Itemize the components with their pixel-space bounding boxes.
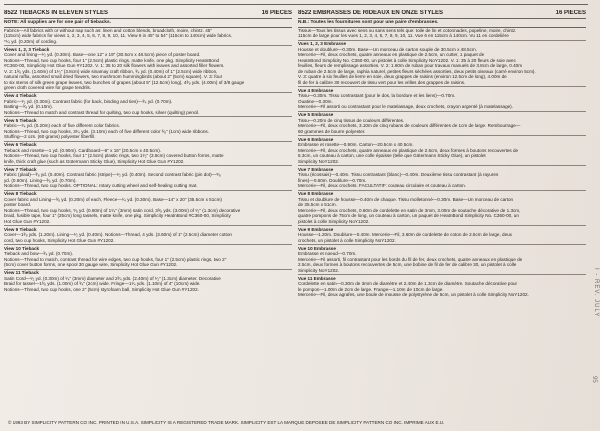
english-supply-list: [4, 28, 292, 293]
supply-line: natural raffia, assorted small dried flowers, two mushroom hummingbirds (about 2" (5cm) square). V. 3: four: [4, 74, 223, 79]
english-note: NOTE: All supplies are for one pair of tiebacks.: [4, 20, 292, 28]
supply-line: Mercerie—Fil, deux crochets, quatre anneaux en plastique de 2.5cm, deux formes à boutons recouvertes de: [298, 147, 519, 153]
supply-line: Notions—Thread, two cup hooks, four 1" (2.5cm) plastic rings, matte knife, one pkg. Simplicity HeatnBond: [4, 57, 220, 63]
supply-line: *¹⁄₄ yd. (0.20m) of cording.: [4, 38, 58, 44]
supply-line: Notions—Thread to match, contrast thread for wire edges, two cup hooks, four 1" (2.5cm) plastic rings, two 2": [4, 256, 227, 262]
supply-line: pistolet à colle Simplicity NoY1202.: [298, 218, 370, 224]
supply-line: 2.5cm, deux formes à boutons recouvertes de 5cm, une bobine de fil de fer de calibre 30, un pistolet à colle: [298, 262, 517, 267]
supply-line: Cordelette en satin—0.30m de 3mm de diamètre et 2.40m de 1.3cm de diamètre. Soutache décorative pour: [298, 281, 518, 286]
supply-line: Vue 5 Embrasse: [298, 111, 586, 118]
supply-line: Mercerie—Fil, deux crochets. FACULTATIF: couteau circulaire et couteau à carton.: [298, 183, 466, 188]
supply-line: Vue 7 Embrasse: [298, 165, 586, 172]
supply-line: Housse—1.20m. Doublure—0.40m. Mercerie—Fil, 3.60m de cordelette de coton de 2.5cm de large, deux: [298, 232, 512, 237]
supply-line: Tieback and rosette—1 yd. (0.90m). Cardboard—8" x 16" (20.5cm x 40.5cm).: [4, 147, 162, 153]
supply-line: cord, two cup hooks, Simplicity Hot Glue Gun #Y1202.: [4, 237, 115, 243]
supply-line: Tieback and bow—³⁄₄ yd. (0.70m).: [4, 251, 74, 256]
french-supply-list: [298, 28, 586, 298]
supply-line: View 7 Tieback: [4, 165, 292, 172]
supply-line: (115cm) wide fabrics for views 1, 2, 3, 4, 5, 6, 7, 8, 9, 10, 11. View 6 in 45" to 54" (115cm to 140cm) wide fabrics.: [4, 33, 233, 38]
french-title: 8522 EMBRASSES DE RIDEAUX EN ONZE STYLES: [298, 10, 444, 16]
supply-line: Notions—Thread, two cup hooks, 3¹⁄₄ yds. (3.10m) each of five different color ³⁄₈" (1cm) wide ribbons.: [4, 128, 209, 134]
supply-line: Tissu (écossais)—0.40m. Tissu contrastant (blanc)—0.40m. Deuxième tissu contrastant (à rayures: [298, 172, 499, 177]
top-rule: [4, 4, 588, 5]
supply-line: feuilles, fleurs de remplissage assorties. V. 2: 1.60m de ruban pour travaux manuels de 3.8cm de large, 0.40m: [298, 63, 523, 68]
french-pieces: 16 PIECES: [555, 10, 586, 16]
supply-line: knife, thick craft glue (such as Gütermann Sticky Glue), Simplicity Hot Glue Gun #Y1202.: [4, 158, 185, 164]
supply-line: Fabric—¹⁄₄ yd. (0.20m) each of five different color fabrics.: [4, 123, 120, 128]
supply-line: Fabrics—All fabrics with or without nap such as: linen and cotton blends, broadcloth, moire, chintz. 45": [4, 27, 212, 33]
supply-line: Notions—Thread, two cup hooks, four 1" (2.5cm) plastic rings, two 1¹⁄₂" (3.8cm) covered button forms, matte: [4, 153, 224, 158]
supply-line: de 35.5cm x 51cm.: [298, 202, 337, 207]
supply-line: poster board.: [4, 202, 32, 207]
supply-line: Mercerie—Fil, deux crochets, 0.60m de cordelette en satin de 3mm, 3.00m de soutache décorative de 1.3cm,: [298, 207, 521, 213]
supply-line: Vue 4 Embrasse: [298, 86, 586, 93]
supply-line: Fabric—¹⁄₂ yd. (0.30m). Contrast fabric (for back, binding and ties)—³⁄₄ yd. (0.70m).: [4, 98, 173, 104]
supply-line: View 9 Tieback: [4, 225, 292, 232]
revision-note: I - REV. JULY: [593, 268, 599, 318]
supply-line: HeatnBond Simplicity No. C360-00, un pistolet à colle Simplicity NoY1202. V. 1: 35 à 20 fleurs de soie avec: [298, 57, 516, 63]
supply-line: Fabric (plaid)—³⁄₈ yd. (0.40m). Contrast fabric (stripe)—¹⁄₂ yd. (0.40m). Second contrast fabric (pin dot)—⁵⁄₈: [4, 172, 221, 177]
supply-line: quatre pompons de 75cm de long, un couteau à carton, un paquet de HeatnBond Simplicity No. C360-00, un: [298, 213, 519, 218]
supply-line: View 4 Tieback: [4, 92, 292, 99]
supply-line: Vues 1, 2, 3 Embrasse: [298, 40, 586, 47]
supply-line: View 10 Tieback: [4, 244, 292, 251]
supply-line: Notions—Thread, two cup hooks. OPTIONAL: rotary cutting wheel and self-healing cutting mat.: [4, 183, 198, 188]
copyright-footer: © 1993 BY SIMPLICITY PATTERN CO INC. PRINTED IN U.S.A. SIMPLICITY IS A REGISTERED TRADE MARK. SIMPLICITY EST LA MARQUE DEPOSEE DE SIMPLICITY PATTERN CO INC. IMPRIME AUX E.U.: [8, 420, 445, 425]
supply-line: Satin Cord—¹⁄₂ yd. (0.30m) of ¹⁄₄" (3mm) diameter and 2³⁄₄ yds. (2.40m) of ¹⁄₂" (1.3cm) diameter. Decorative: [4, 275, 221, 281]
english-title: 8522 TIEBACKS IN ELEVEN STYLES: [4, 10, 109, 16]
supply-line: Tissu—0.20m de cinq tissus de couleurs différentes.: [298, 117, 405, 123]
supply-line: Cover fabric and Lining—³⁄₈ yd. (0.20m) of each, Fleece—¹⁄₄ yd. (0.30m). Base—14" x 20" (35.5cm x 51cm): [4, 196, 222, 202]
supply-line: fines)—0.60m. Doublure—0.70m.: [298, 177, 367, 183]
supply-line: View 11 Tieback: [4, 269, 292, 276]
supply-line: Cover and lining—¹⁄₂ yd. (0.30m). Base—one 12" x 19" (30.5cm x 48.5cm) piece of poster board.: [4, 52, 201, 57]
supply-line: Vue 6 Embrasse: [298, 135, 586, 142]
supply-line: V. 3: quatre à six feuilles de lierre en soie, deux grappes de raisins (environ 12.5cm de long), 4.00m de: [298, 74, 507, 79]
supply-line: crochets, un pistolet à colle Simplicity NoY1202.: [298, 237, 396, 243]
supply-line: de ruban de 2.5cm de large, raphia naturel, petites fleurs séchées assorties, deux petits oiseaux (carré environ 5cm).: [298, 68, 536, 74]
supply-line: Tissu—0.30m. Tissu contrastant (pour le dos, la bordure et les liens)—0.70m.: [298, 93, 456, 98]
supply-line: to six stems of silk green grape leaves, two bunches of grapes (about 5" (12.5cm) long), 4³⁄₈ yds. (4.00m) of 3/8 gauge: [4, 79, 245, 85]
english-pieces: 16 PIECES: [261, 10, 292, 16]
supply-line: yd. (0.60m). Lining—³⁄₈ yd. (0.70m).: [4, 177, 77, 183]
supply-line: Batting—³⁄₈ yd. (0.10m).: [4, 104, 53, 109]
supply-line: Notions—Thread, two cup hooks, ⁵⁄₈ yd. (0.60m) of 1¹⁄₄" (3mm) satin cord, 3³⁄₈ yds. (3.00m) of ¹⁄₂" (1.3cm) decorative: [4, 207, 241, 213]
supply-line: Stuffing—2 ozs. (60 grams) polyester fiberfill.: [4, 134, 96, 139]
french-header: [298, 10, 586, 19]
supply-line: Hot Glue Gun #Y1202.: [4, 218, 51, 224]
supply-line: Mercerie—Fil, deux crochets, 3.10m de cinq rubans de couleurs différentes de 1cm de large. Rembourrage—: [298, 123, 521, 128]
supply-line: 115cm de large pour les vues 1, 2, 3, 4, 5, 7, 8, 9, 10, 11. Vue 6 en 115cm à 140cm. Vu 11 en cordelière: [298, 33, 509, 38]
supply-line: Views 1, 2, 3 Tieback: [4, 45, 292, 52]
supply-line: 60 grammes de bourre polyester.: [298, 128, 366, 134]
supply-line: #C360-00, Simplicity Hot Glue Gun #Y1202. V. 1: 35 to 20 silk flowers with leaves and assorted filler flowers.: [4, 63, 225, 68]
supply-line: Vue 8 Embrasse: [298, 190, 586, 197]
supply-line: Embrasse et rosette—0.90m. Carton—20.5cm x 40.5cm.: [298, 142, 414, 147]
supply-line: V. 2: 1³⁄₈ yds. (1.60m) of 1¹⁄₂" (3.8cm) wide sinamay craft ribbon, ³⁄₄ yd. (0.40m) of 1" (2.5cm) wide ribbon,: [4, 68, 218, 74]
supply-line: Embrasse et noeud—0.70m.: [298, 251, 357, 256]
supply-line: Mercerie—Fil, deux agrafes, une boule de mousse de polystyrène de 5cm, un pistolet à colle Simplicity NoY1202.: [298, 292, 529, 297]
supply-line: Notions—Thread, two cup hooks, one 2" (5cm) styrofoam ball, Simplicity Hot Glue Gun #Y1202.: [4, 286, 199, 292]
english-header: [4, 10, 292, 19]
supply-line: View 8 Tieback: [4, 190, 292, 197]
supply-line: Mercerie—Fil assorti ou contrastant pour le matelassage, deux crochets, crayon argenté (à matelassage).: [298, 104, 513, 109]
supply-line: Simplicity NoY1202.: [298, 158, 340, 164]
french-note: N.B.: Toutes les fournitures sont pour une paire d'embrasses.: [298, 20, 586, 28]
supply-line: (5cm) cover button forms, one spool 30 gauge wire, Simplicity Hot Glue Gun #Y1202.: [4, 262, 178, 267]
supply-line: Vue 11 Embrasse: [298, 274, 586, 281]
french-column: [298, 10, 586, 410]
supply-line: Vue 9 Embrasse: [298, 225, 586, 232]
supply-line: Vue 10 Embrasse: [298, 244, 586, 251]
supply-line: Tissus—Tous les tissus avec sens ou sans sens tels que: toile de lin et cotonnades, popeline, moire, chintz.: [298, 27, 517, 33]
supply-line: 6.3cm, un couteau à carton, une colle épaisse (telle que Gütermann Sticky Glue), un pistolet: [298, 153, 486, 158]
supply-line: Cover—1³⁄₈ yds. (1.20m). Lining—¹⁄₂ yd. (0.40m). Notions—Thread, 4 yds. (3.60m) of 1" (2.5cm) diameter cotton: [4, 232, 232, 237]
supply-line: braid, fusible tape, four 1" (25cm) long tassels, matte knife, one pkg. Simplicity HeatnBond #C360-00, Simplicity: [4, 213, 231, 218]
supply-line: Simplicity NoY1202.: [298, 267, 340, 273]
side-number: 95: [591, 376, 597, 383]
supply-line: Mercerie—Fil, deux crochets, quatre anneaux en plastique de 2.5cm, un cutter, 1 paquet de: [298, 52, 485, 57]
supply-line: le pompon—1.00m de 2cm de large. Frange—1.10m de 10cm de large.: [298, 286, 444, 292]
supply-line: Ouatine—0.30m.: [298, 98, 333, 104]
english-column: [4, 10, 292, 410]
supply-line: View 5 Tieback: [4, 116, 292, 123]
supply-line: green cloth covered wire for grape tendrils.: [4, 85, 92, 90]
supply-line: Braid for tassel—1³⁄₈ yds. (1.00m) of ³⁄₄" (2cm) wide. Fringe—1¹⁄₄ yds. (1.10m) of 4" (10cm) wide.: [4, 281, 201, 286]
supply-line: Mercerie—Fil assorti, fil contrastant pour les bords du fil de fer, deux crochets, quatre anneaux en plastique de: [298, 256, 523, 262]
supply-line: Notions—Thread to match and contrast thread for quilting, two cup hooks, silver (quilting) pencil.: [4, 109, 200, 115]
supply-line: Tissu et doublure de housse—0.40m de chaque. Tissu molletonné—0.30m. Base—Un morceau de carton: [298, 196, 514, 202]
supply-line: fil de fer à calibre 30 recouvert de tissu vert pour les vrilles des grappes de raisins.: [298, 79, 466, 85]
supply-line: View 6 Tieback: [4, 141, 292, 148]
supply-line: Housse et doublure—0.30m. Base—Un morceau de carton souple de 30.5cm x 48.5cm.: [298, 46, 477, 52]
